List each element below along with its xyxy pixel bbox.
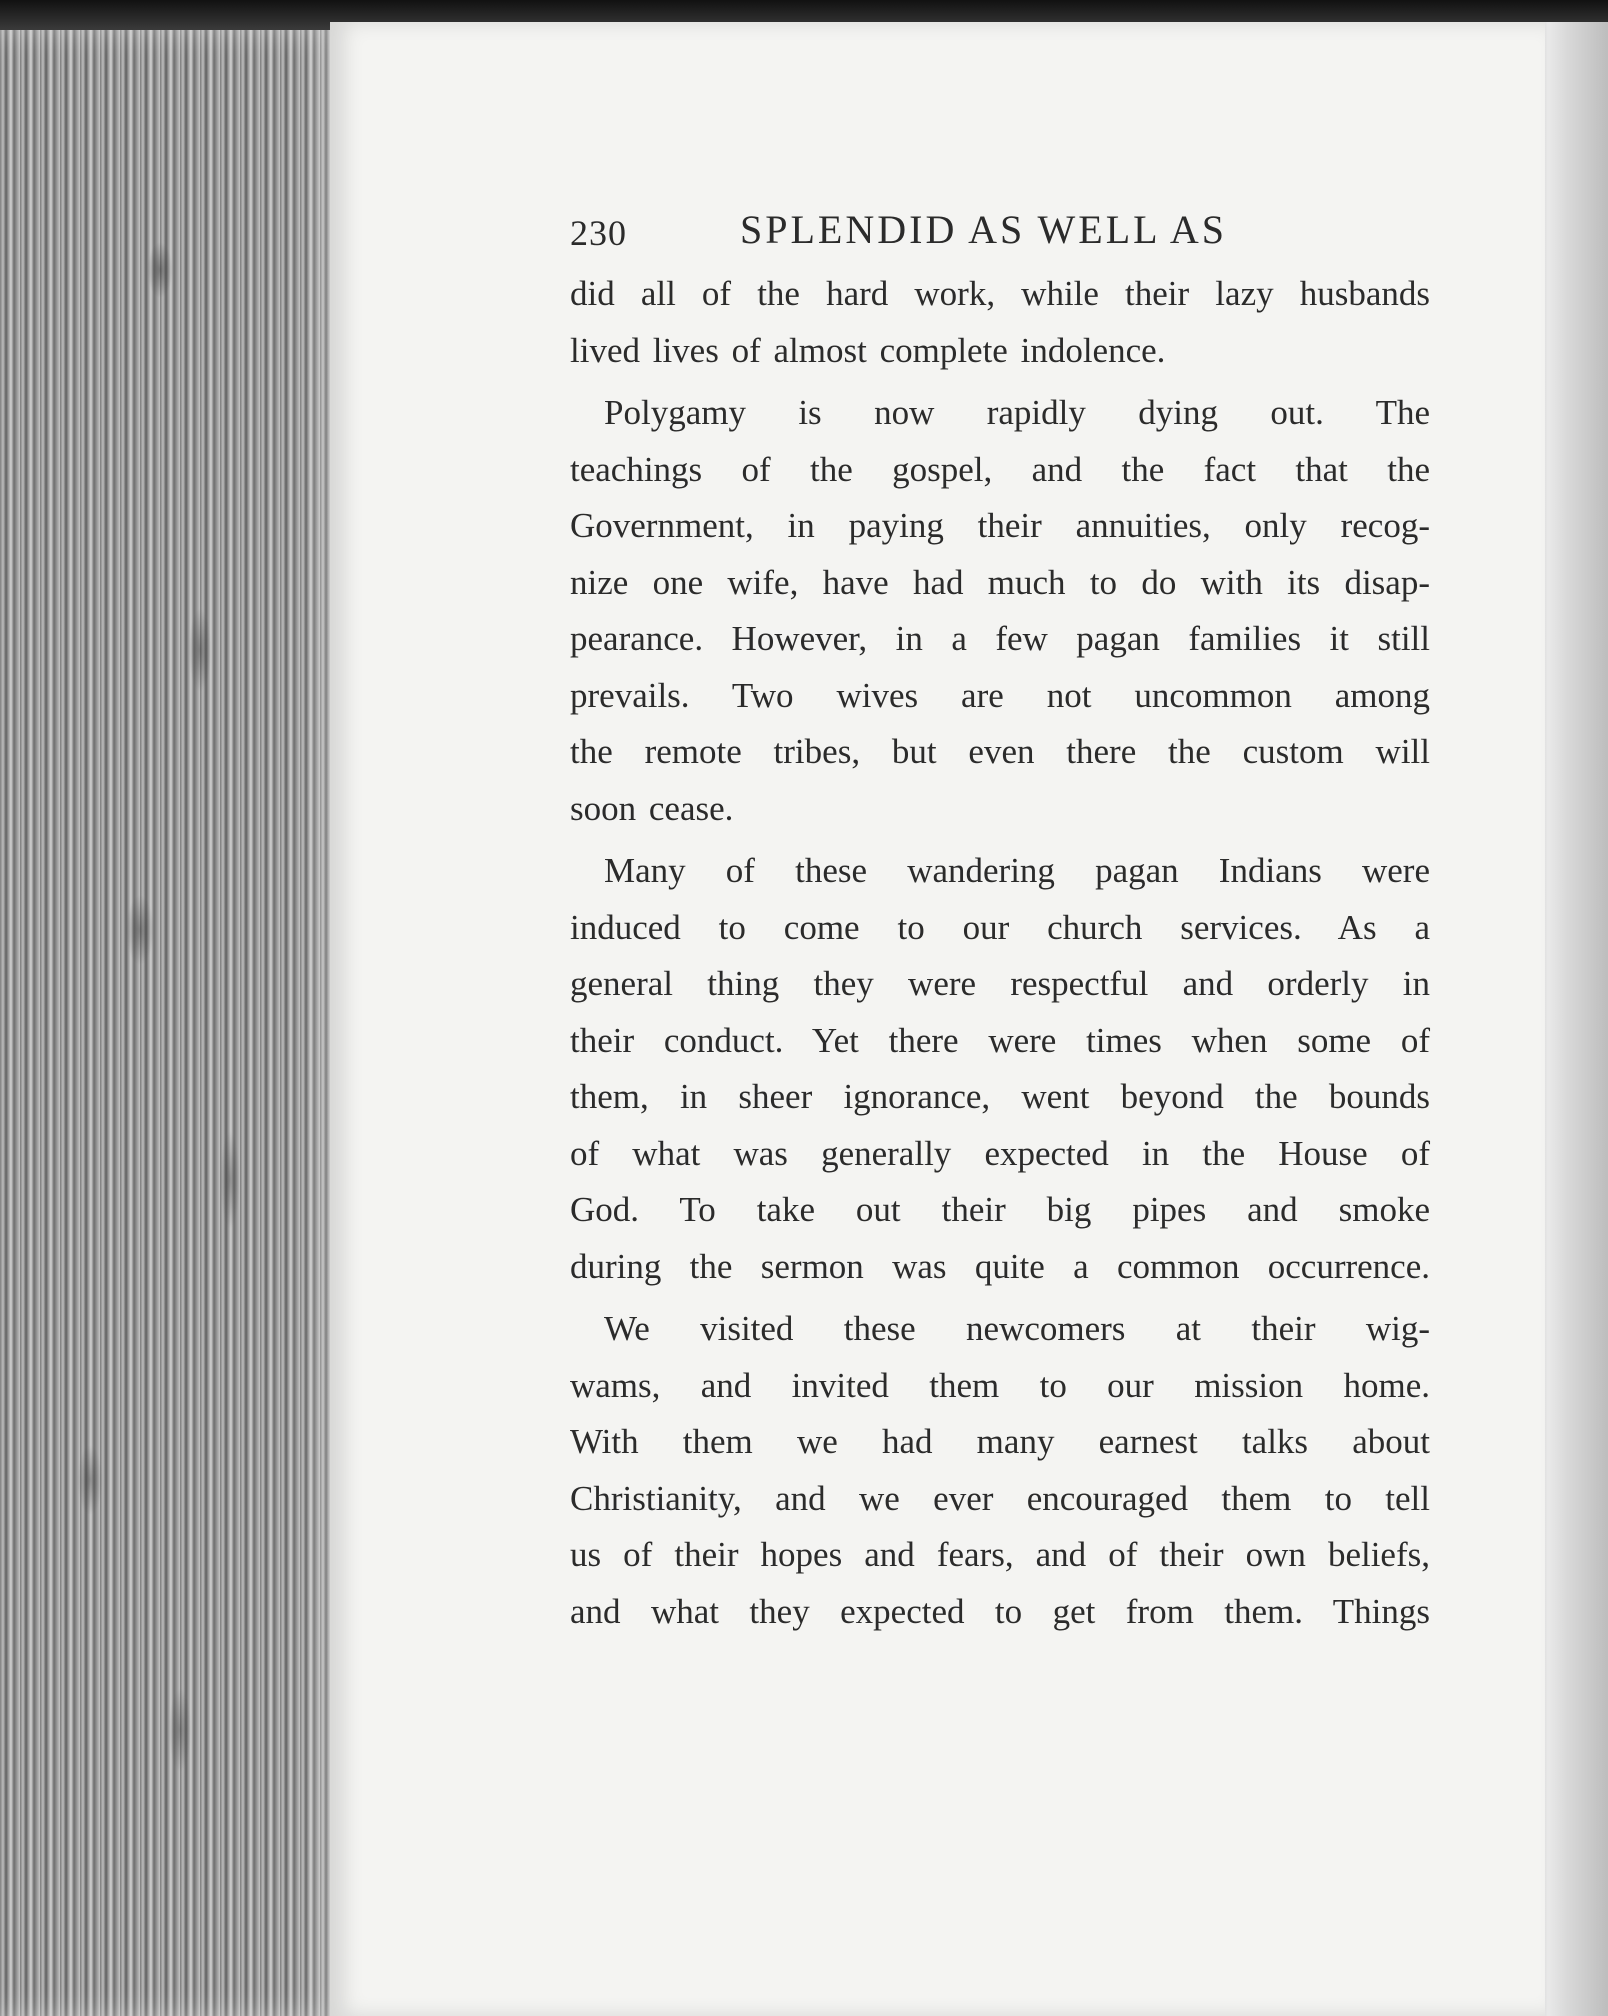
paragraph: [570, 266, 1430, 379]
text-line: did all of the hard work, while their lazy husbands: [570, 274, 1430, 313]
paragraph: [570, 385, 1430, 837]
text-line: Government, in paying their annuities, only recog-: [570, 506, 1430, 545]
text-line: induced to come to our church services. As a: [570, 907, 1430, 947]
text-line: Polygamy is now rapidly dying out. The: [604, 393, 1430, 432]
text-line: Christianity, and we ever encouraged them to tell: [570, 1478, 1430, 1518]
text-line: We visited these newcomers at their wig-: [604, 1309, 1430, 1348]
text-line: lived lives of almost complete indolence.: [570, 330, 1166, 370]
text-line: nize one wife, have had much to do with its disap-: [570, 562, 1430, 602]
text-line: their conduct. Yet there were times when some of: [570, 1020, 1430, 1060]
page-edges: [0, 30, 340, 2016]
text-line: us of their hopes and fears, and of their own beliefs,: [570, 1535, 1430, 1574]
text-line: teachings of the gospel, and the fact that the: [570, 449, 1430, 489]
text-line: the remote tribes, but even there the custom will: [570, 732, 1430, 771]
running-title: SPLENDID AS WELL AS: [740, 207, 1228, 252]
text-line: them, in sheer ignorance, went beyond the bounds: [570, 1077, 1430, 1116]
text-line: Many of these wandering pagan Indians were: [604, 851, 1430, 890]
text-line: during the sermon was quite a common occurrence.: [570, 1246, 1430, 1286]
text-line: and what they expected to get from them. Things: [570, 1591, 1430, 1631]
text-block: [570, 192, 1430, 1646]
text-line: soon cease.: [570, 788, 734, 828]
text-line: pearance. However, in a few pagan families it still: [570, 619, 1430, 658]
page-number: 230: [570, 213, 627, 253]
text-line: of what was generally expected in the House of: [570, 1133, 1430, 1173]
book-page: [330, 22, 1545, 2016]
text-line: prevails. Two wives are not uncommon among: [570, 675, 1430, 715]
paragraph: [570, 843, 1430, 1295]
text-line: wams, and invited them to our mission home.: [570, 1365, 1430, 1405]
running-head: [570, 192, 1430, 252]
text-line: With them we had many earnest talks about: [570, 1422, 1430, 1461]
text-line: general thing they were respectful and orderly in: [570, 964, 1430, 1003]
next-page-edge: [1538, 22, 1608, 2016]
paragraph: [570, 1301, 1430, 1640]
text-line: God. To take out their big pipes and smoke: [570, 1190, 1430, 1229]
